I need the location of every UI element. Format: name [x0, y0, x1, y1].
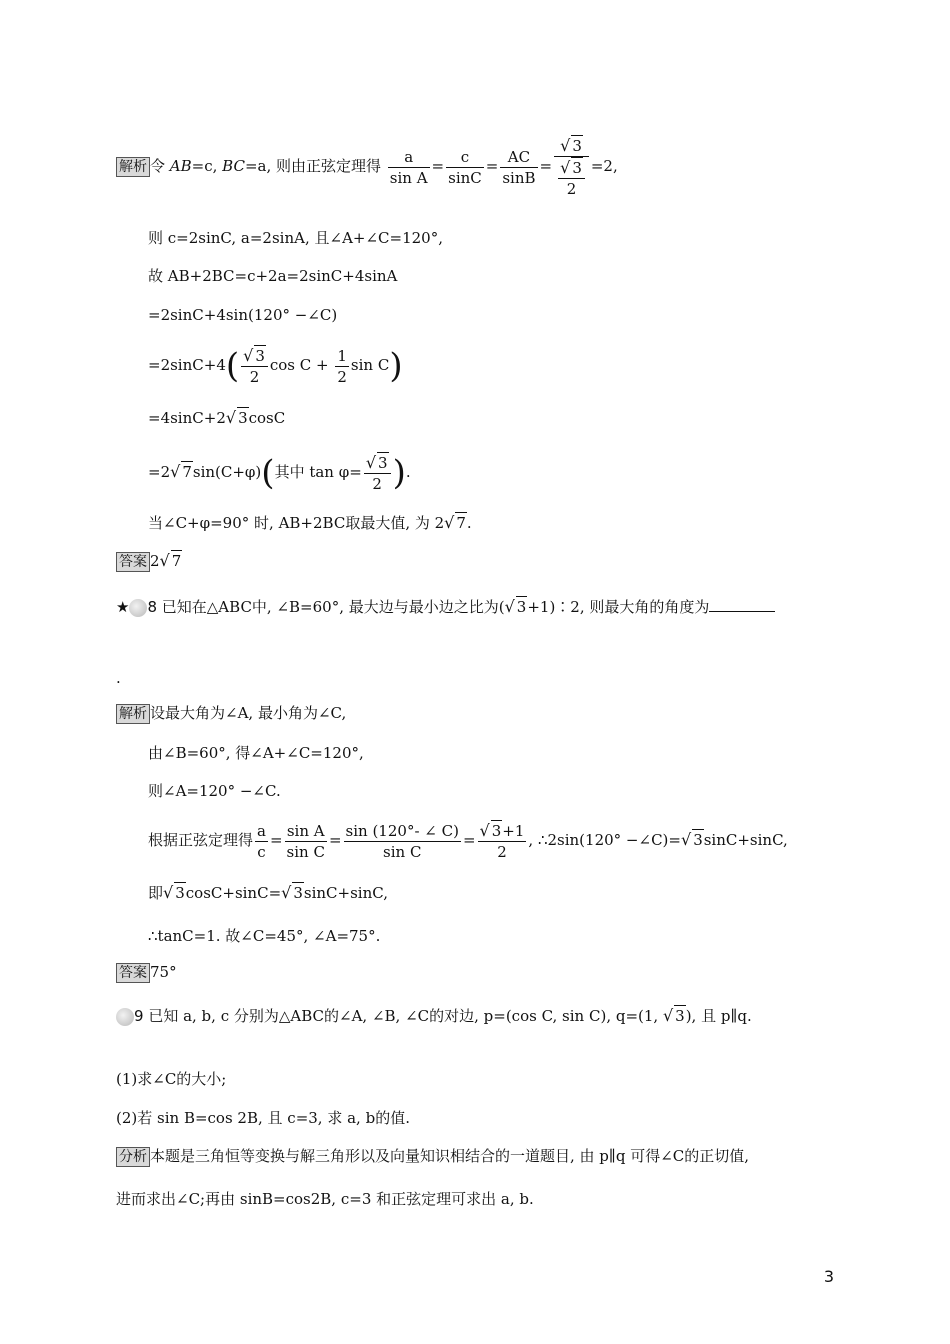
- numerator: 1: [337, 346, 347, 365]
- fraction: [554, 135, 589, 199]
- page-number: 3: [823, 1267, 834, 1286]
- radicand: 7: [456, 514, 466, 532]
- denominator: sin A: [389, 168, 428, 187]
- fraction: [500, 147, 537, 188]
- numerator: c: [446, 147, 484, 168]
- answer-line-2: [116, 962, 177, 983]
- text: 本题是三角恒等变换与解三角形以及向量知识相结合的一道题目, 由 p∥q 可得∠C的正切值,: [150, 1147, 750, 1165]
- star-icon: ★: [116, 598, 130, 616]
- radicand: 7: [182, 463, 192, 481]
- text: 令: [150, 157, 170, 175]
- radicand: 3: [491, 822, 502, 840]
- text: 设最大角为∠A, 最小角为∠C,: [150, 704, 347, 722]
- radicand: 3: [516, 598, 527, 616]
- answer-tag: 答案: [116, 963, 150, 983]
- text: =c,: [191, 157, 223, 175]
- numerator: √ 3+1: [479, 821, 525, 840]
- numerator: sin A: [285, 821, 327, 842]
- solution-8-line-1: [116, 703, 346, 724]
- text: sinC+sinC,: [703, 831, 788, 849]
- denominator: c: [257, 842, 266, 861]
- circle-bullet-icon: [116, 1008, 134, 1026]
- text: =2,: [590, 157, 618, 175]
- solution-8-line-6: ∴tanC=1. 故∠C=45°, ∠A=75°.: [148, 927, 381, 945]
- numerator: sin (120°- ∠ C): [345, 821, 459, 840]
- solution-8-line-3: 则∠A=120° −∠C.: [148, 782, 281, 800]
- right-paren: ): [392, 453, 406, 493]
- fraction: [344, 821, 461, 862]
- denominator: sin C: [286, 842, 325, 861]
- solution-line-5: [148, 345, 403, 387]
- text: ), 且 p∥q.: [685, 1007, 752, 1025]
- question-9-part-2: (2)若 sin B=cos 2B, 且 c=3, 求 a, b的值.: [116, 1109, 410, 1127]
- fraction: [335, 346, 349, 387]
- solution-line-6: =4sinC+2√ 3cosC: [148, 408, 286, 427]
- numerator: √ 3: [364, 452, 391, 474]
- denominator: 2: [497, 843, 507, 861]
- text: 已知在△ABC中, ∠B=60°, 最大边与最小边之比为(: [157, 598, 505, 616]
- radicand: 3: [572, 137, 582, 155]
- text: =2: [148, 463, 171, 481]
- fraction: [478, 820, 527, 862]
- text: cos C +: [269, 356, 329, 374]
- text: +1: [502, 822, 525, 840]
- text: .: [466, 514, 472, 532]
- denominator: sinB: [502, 168, 536, 187]
- fraction: [388, 147, 430, 188]
- analysis-9-line-1: [116, 1146, 749, 1167]
- denominator: sin C: [383, 842, 422, 861]
- circle-bullet-icon: [129, 599, 147, 617]
- fenxi-tag: 分析: [116, 1147, 150, 1167]
- fraction: [364, 452, 391, 494]
- solution-line-3: 故 AB+2BC=c+2a=2sinC+4sinA: [148, 267, 398, 285]
- text: sin(C+φ): [192, 463, 262, 481]
- text: cosC: [248, 409, 286, 427]
- text: 2: [150, 552, 160, 570]
- answer-line-1: 答案 2√ 7: [116, 550, 182, 572]
- text: =a,: [244, 157, 272, 175]
- radicand: 3: [293, 884, 303, 902]
- analysis-tag: 解析: [116, 704, 150, 724]
- denominator: [554, 157, 589, 199]
- radicand: 3: [693, 831, 703, 849]
- numerator: a: [388, 147, 430, 168]
- radicand: 3: [175, 884, 185, 902]
- text: 75°: [150, 963, 177, 981]
- numerator: √ 3: [558, 157, 585, 179]
- radicand: 3: [378, 454, 388, 472]
- text: sinC+sinC,: [303, 884, 388, 902]
- text: 根据正弦定理得: [148, 831, 254, 849]
- text: 当∠C+φ=90° 时, AB+2BC取最大值, 为 2: [148, 514, 445, 532]
- text: =2sinC+4: [148, 356, 226, 374]
- text: 已知 a, b, c 分别为△ABC的∠A, ∠B, ∠C的对边, p=(cos C, sin C), q=(1,: [143, 1007, 663, 1025]
- solution-line-7: =2√ 7sin(C+φ)(其中 tan φ= $\frac{√ 3}{2}$ ).: [148, 453, 411, 493]
- numerator: √ 3: [554, 135, 589, 157]
- numerator: a: [257, 821, 266, 840]
- denominator: 2: [249, 368, 260, 386]
- right-paren: ): [389, 346, 403, 386]
- question-8: ★ 8 已知在△ABC中, ∠B=60°, 最大边与最小边之比为(√ 3+1)∶2, 则最大角的角度为: [116, 596, 775, 617]
- numerator: AC: [500, 147, 537, 168]
- question-8-dot: .: [116, 669, 121, 687]
- analysis-9-line-2: 进而求出∠C;再由 sinB=cos2B, c=3 和正弦定理可求出 a, b.: [116, 1190, 534, 1208]
- solution-8-line-5: 即√ 3cosC+sinC=√ 3sinC+sinC,: [148, 883, 388, 902]
- radicand: 3: [238, 409, 248, 427]
- left-paren: (: [225, 346, 240, 386]
- fraction: [446, 147, 484, 188]
- question-number: 9: [134, 1007, 144, 1025]
- text: 即: [148, 884, 164, 902]
- text: sin C: [350, 356, 390, 374]
- radicand: 3: [675, 1007, 685, 1025]
- fraction: [241, 345, 268, 387]
- text: 其中 tan φ=: [274, 463, 362, 481]
- solution-line-2: 则 c=2sinC, a=2sinA, 且∠A+∠C=120°,: [148, 229, 443, 247]
- question-number: 8: [147, 598, 157, 616]
- text: BC: [222, 157, 245, 175]
- denominator: 2: [566, 180, 577, 198]
- text: .: [405, 463, 411, 481]
- denominator: 2: [372, 475, 382, 493]
- left-paren: (: [261, 453, 275, 493]
- text: cosC+sinC=: [185, 884, 282, 902]
- fraction: [255, 821, 268, 862]
- text: 则由正弦定理得: [271, 157, 381, 175]
- analysis-tag: 解析: [116, 157, 150, 177]
- radicand: 3: [255, 347, 265, 365]
- solution-line-4: =2sinC+4sin(120° −∠C): [148, 306, 338, 324]
- text: AB: [169, 157, 192, 175]
- answer-blank[interactable]: [709, 597, 775, 612]
- text: , ∴2sin(120° −∠C)=: [528, 831, 681, 849]
- text: =4sinC+2: [148, 409, 226, 427]
- solution-line-8: 当∠C+φ=90° 时, AB+2BC取最大值, 为 2√ 7.: [148, 513, 472, 532]
- solution-8-line-2: 由∠B=60°, 得∠A+∠C=120°,: [148, 744, 364, 762]
- denominator: sinC: [448, 168, 482, 187]
- fraction: [285, 821, 327, 862]
- solution-8-line-4: 根据正弦定理得 $\frac{a}{c}$ = $\frac{\text{sin A}}{\text{sin C}}$ = $\frac{\sin (120^\circ- \angle C)}{\text{sin C}}$ = $\frac{√ 3+1}{2}$ , ∴2sin(120° −∠C)=√ 3sinC+sinC,: [148, 821, 788, 861]
- numerator: √ 3: [241, 345, 268, 367]
- question-9-part-1: (1)求∠C的大小;: [116, 1070, 227, 1088]
- fraction: [558, 157, 585, 199]
- radicand: 3: [572, 159, 582, 177]
- text: +1)∶2, 则最大角的角度为: [527, 598, 710, 616]
- radicand: 7: [171, 552, 182, 570]
- question-9: 9 已知 a, b, c 分别为△ABC的∠A, ∠B, ∠C的对边, p=(cos C, sin C), q=(1, √ 3), 且 p∥q.: [116, 1005, 752, 1026]
- solution-line-1: 解析 令 AB=c, BC=a, 则由正弦定理得 $\frac{a}{\text{sin A}}$ = $\frac{c}{\sin C}$ = $\frac{AC}{\sin B}$ = $\frac{√ 3}{\frac{√ 3}{2}}$ =2,: [116, 135, 618, 199]
- denominator: 2: [337, 367, 347, 386]
- answer-tag: 答案: [116, 552, 150, 572]
